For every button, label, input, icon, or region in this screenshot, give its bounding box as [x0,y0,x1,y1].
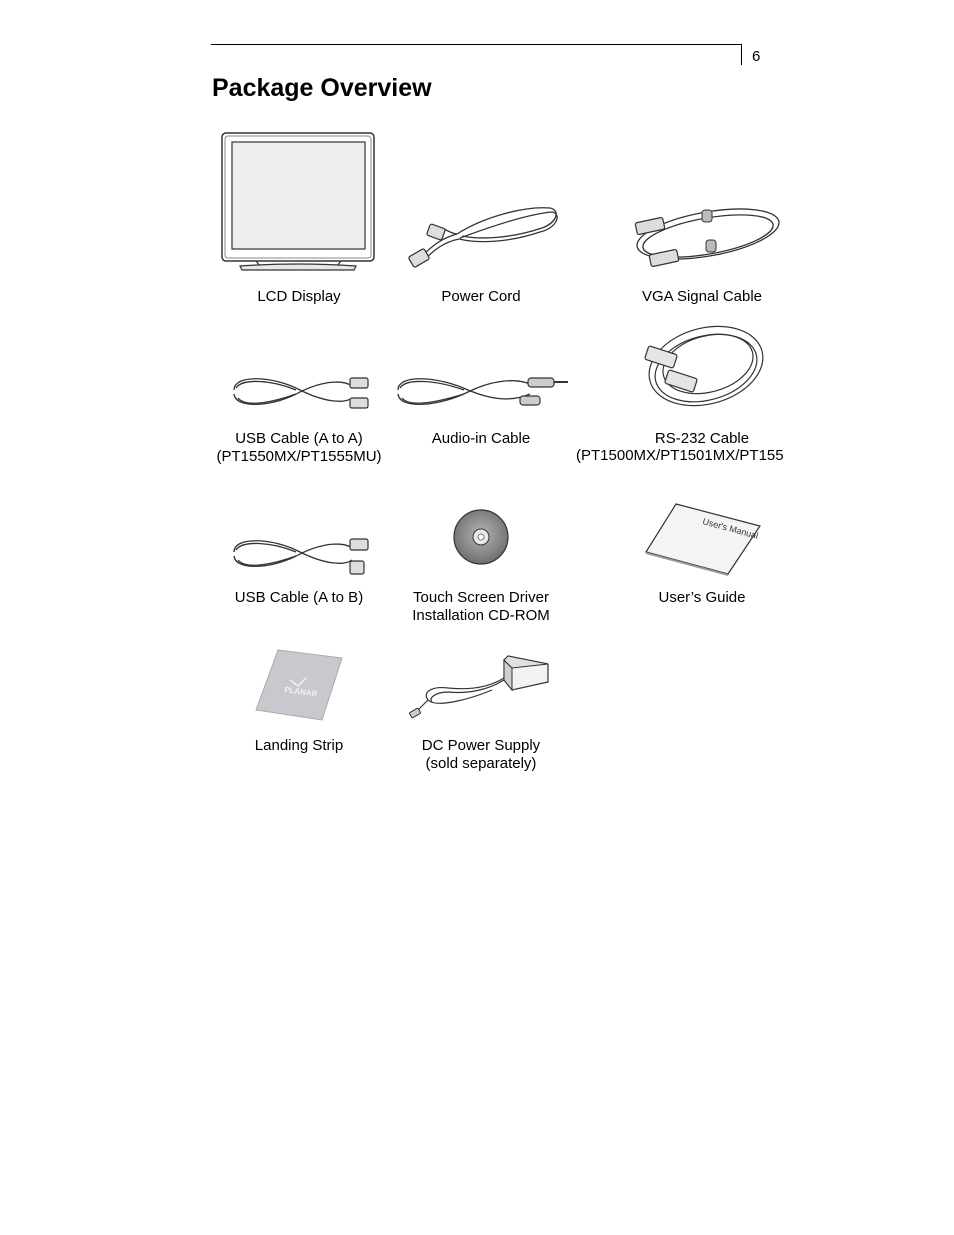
header-divider [741,44,742,65]
lcd-display-caption: LCD Display [257,288,341,305]
rs232-cable-icon [632,316,770,414]
cd-rom-icon [452,508,510,566]
cd-rom-caption: Touch Screen Driver Installation CD-ROM [412,589,550,624]
dc-power-supply-caption: DC Power Supply (sold separately) [421,737,541,772]
power-cord-caption: Power Cord [441,288,521,305]
landing-strip-icon [254,648,344,722]
page-number: 6 [752,48,761,65]
audio-cable-icon [388,368,576,416]
rs232-cable-caption: RS-232 Cable [654,430,750,447]
dc-power-supply-icon [408,650,554,722]
usb-cable-a-to-a-caption: USB Cable (A to A) (PT1550MX/PT1555MU) [216,430,382,465]
lcd-display-icon [216,130,381,278]
landing-strip-logo-text: PLANAR [283,685,318,699]
header-rule [211,44,741,45]
vga-cable-icon [622,196,784,276]
usb-cable-a-to-b-icon [224,528,376,580]
usb-cable-a-to-a-icon [224,368,376,416]
users-guide-caption: User’s Guide [658,589,746,606]
rs232-cable-models-caption: (PT1500MX/PT1501MX/PT155 [576,447,784,464]
landing-strip-caption: Landing Strip [254,737,344,754]
page-title: Package Overview [212,74,432,102]
usb-cable-a-to-b-caption: USB Cable (A to B) [234,589,364,606]
power-cord-icon [402,198,562,273]
vga-cable-caption: VGA Signal Cable [641,288,763,305]
users-guide-cover-text: User's Manual [701,516,760,541]
audio-cable-caption: Audio-in Cable [431,430,531,447]
users-guide-icon [642,500,762,578]
